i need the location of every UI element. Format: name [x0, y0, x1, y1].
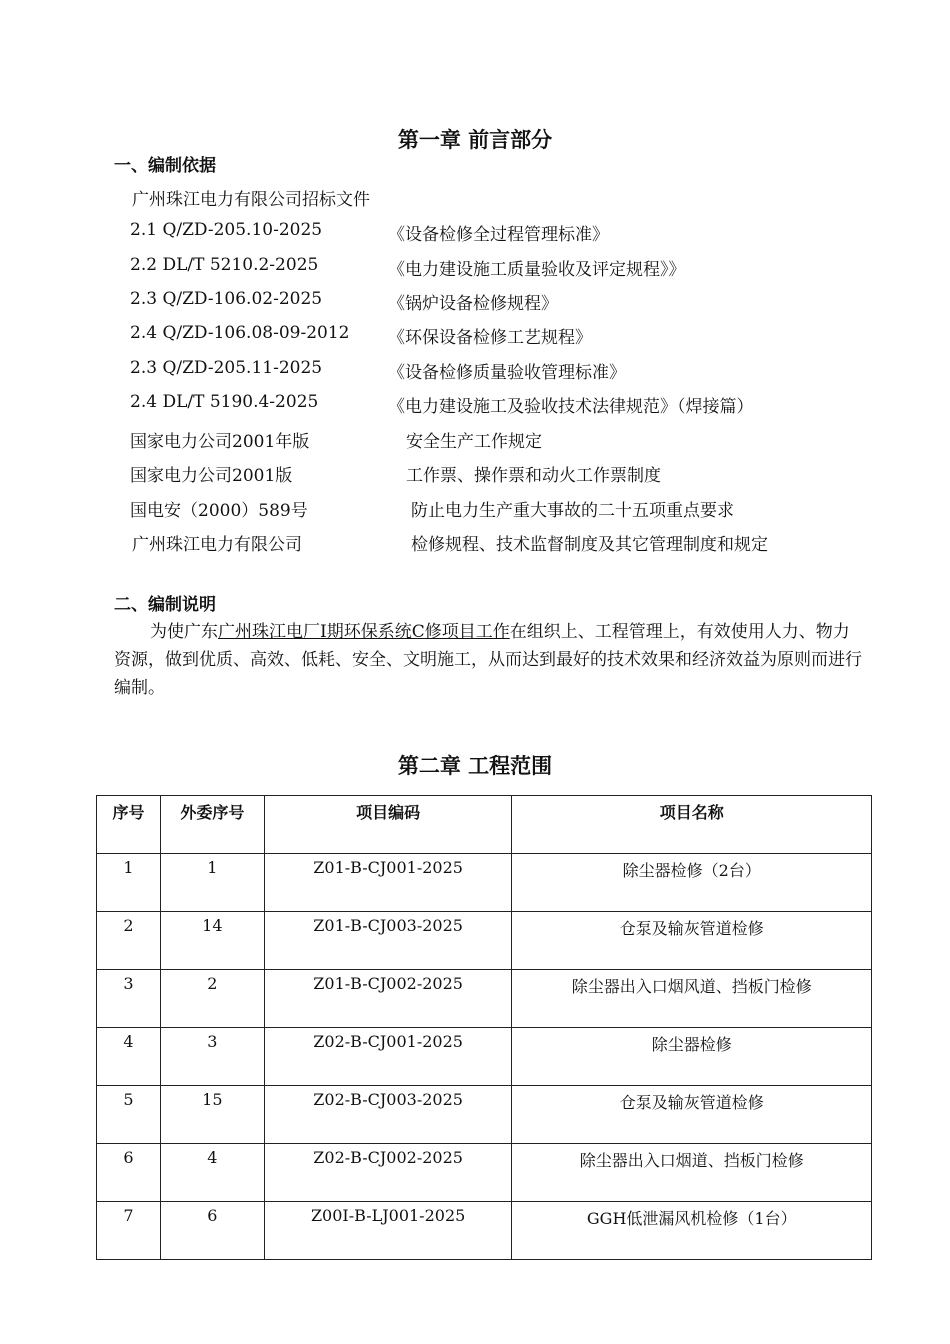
basis-code: 国家电力公司2001年版: [130, 432, 310, 452]
basis-name: 《电力建设施工质量验收及评定规程》》: [388, 260, 686, 280]
basis-code: 2.3 Q/ZD-106.02-2025: [130, 289, 323, 309]
basis-name: 《电力建设施工及验收技术法律规范》（焊接篇）: [388, 397, 754, 417]
cell-project-name: 除尘器检修（2台）: [512, 854, 872, 912]
section-basis-heading: 一、编制依据: [114, 156, 216, 176]
header-project-code: 项目编码: [264, 796, 512, 854]
table-row: [97, 1086, 872, 1144]
cell-index: 6: [97, 1144, 161, 1202]
cell-project-name: 除尘器出入口烟道、挡板门检修: [512, 1144, 872, 1202]
cell-project-name: 除尘器检修: [512, 1028, 872, 1086]
basis-name: 《设备检修全过程管理标准》: [388, 225, 609, 245]
cell-project-code: Z02-B-CJ003-2025: [264, 1086, 512, 1144]
basis-code: 2.3 Q/ZD-205.11-2025: [130, 358, 323, 378]
basis-code: 国电安（2000）589号: [130, 501, 308, 521]
basis-code: 2.2 DL/T 5210.2-2025: [130, 255, 319, 275]
basis-name: 工作票、操作票和动火工作票制度: [406, 466, 661, 486]
header-outsource-index: 外委序号: [160, 796, 264, 854]
cell-outsource-index: 15: [160, 1086, 264, 1144]
chapter1-title: 第一章 前言部分: [397, 127, 553, 152]
cell-project-name: 仓泵及输灰管道检修: [512, 1086, 872, 1144]
cell-outsource-index: 3: [160, 1028, 264, 1086]
cell-index: 3: [97, 970, 161, 1028]
basis-name: 检修规程、技术监督制度及其它管理制度和规定: [411, 535, 768, 555]
basis-code: 2.4 Q/ZD-106.08-09-2012: [130, 323, 350, 343]
basis-code: 广州珠江电力有限公司: [132, 535, 302, 555]
table-row: [97, 970, 872, 1028]
table-row: [97, 1202, 872, 1260]
basis-code: 2.4 DL/T 5190.4-2025: [130, 392, 319, 412]
cell-index: 2: [97, 912, 161, 970]
cell-index: 7: [97, 1202, 161, 1260]
basis-name: 防止电力生产重大事故的二十五项重点要求: [411, 501, 734, 521]
basis-name: 安全生产工作规定: [406, 432, 542, 452]
cell-outsource-index: 1: [160, 854, 264, 912]
cell-project-name: 仓泵及输灰管道检修: [512, 912, 872, 970]
cell-index: 4: [97, 1028, 161, 1086]
description-paragraph: [114, 618, 862, 702]
basis-name: 《锅炉设备检修规程》: [388, 294, 558, 314]
scope-table: [96, 795, 872, 1260]
description-pre: 为使广东: [150, 622, 218, 642]
cell-index: 1: [97, 854, 161, 912]
basis-code: 2.1 Q/ZD-205.10-2025: [130, 220, 323, 240]
table-row: [97, 854, 872, 912]
cell-outsource-index: 4: [160, 1144, 264, 1202]
cell-project-name: 除尘器出入口烟风道、挡板门检修: [512, 970, 872, 1028]
basis-code: 广州珠江电力有限公司招标文件: [132, 190, 370, 210]
section-description-heading: 二、编制说明: [114, 595, 216, 615]
table-row: [97, 1144, 872, 1202]
header-project-name: 项目名称: [512, 796, 872, 854]
cell-project-code: Z02-B-CJ002-2025: [264, 1144, 512, 1202]
cell-project-code: Z02-B-CJ001-2025: [264, 1028, 512, 1086]
cell-index: 5: [97, 1086, 161, 1144]
cell-project-code: Z01-B-CJ002-2025: [264, 970, 512, 1028]
cell-outsource-index: 14: [160, 912, 264, 970]
basis-code: 国家电力公司2001版: [130, 466, 293, 486]
cell-outsource-index: 6: [160, 1202, 264, 1260]
cell-project-code: Z01-B-CJ003-2025: [264, 912, 512, 970]
cell-project-code: Z00I-B-LJ001-2025: [264, 1202, 512, 1260]
basis-name: 《环保设备检修工艺规程》: [388, 328, 592, 348]
table-row: [97, 1028, 872, 1086]
project-name-underlined: 广州珠江电厂Ⅰ期环保系统C修项目工作: [218, 622, 510, 642]
chapter2-title: 第二章 工程范围: [397, 753, 553, 778]
cell-project-code: Z01-B-CJ001-2025: [264, 854, 512, 912]
table-header-row: [97, 796, 872, 854]
cell-project-name: GGH低泄漏风机检修（1台）: [512, 1202, 872, 1260]
basis-name: 《设备检修质量验收管理标准》: [388, 363, 626, 383]
cell-outsource-index: 2: [160, 970, 264, 1028]
header-index: 序号: [97, 796, 161, 854]
table-row: [97, 912, 872, 970]
description-post: 在组织上、工程管理上，有效使用人力、物力资源，做到优质、高效、低耗、安全、文明施工，从而达到最好的技术效果和经济效益为原则而进行编制。: [114, 622, 862, 698]
